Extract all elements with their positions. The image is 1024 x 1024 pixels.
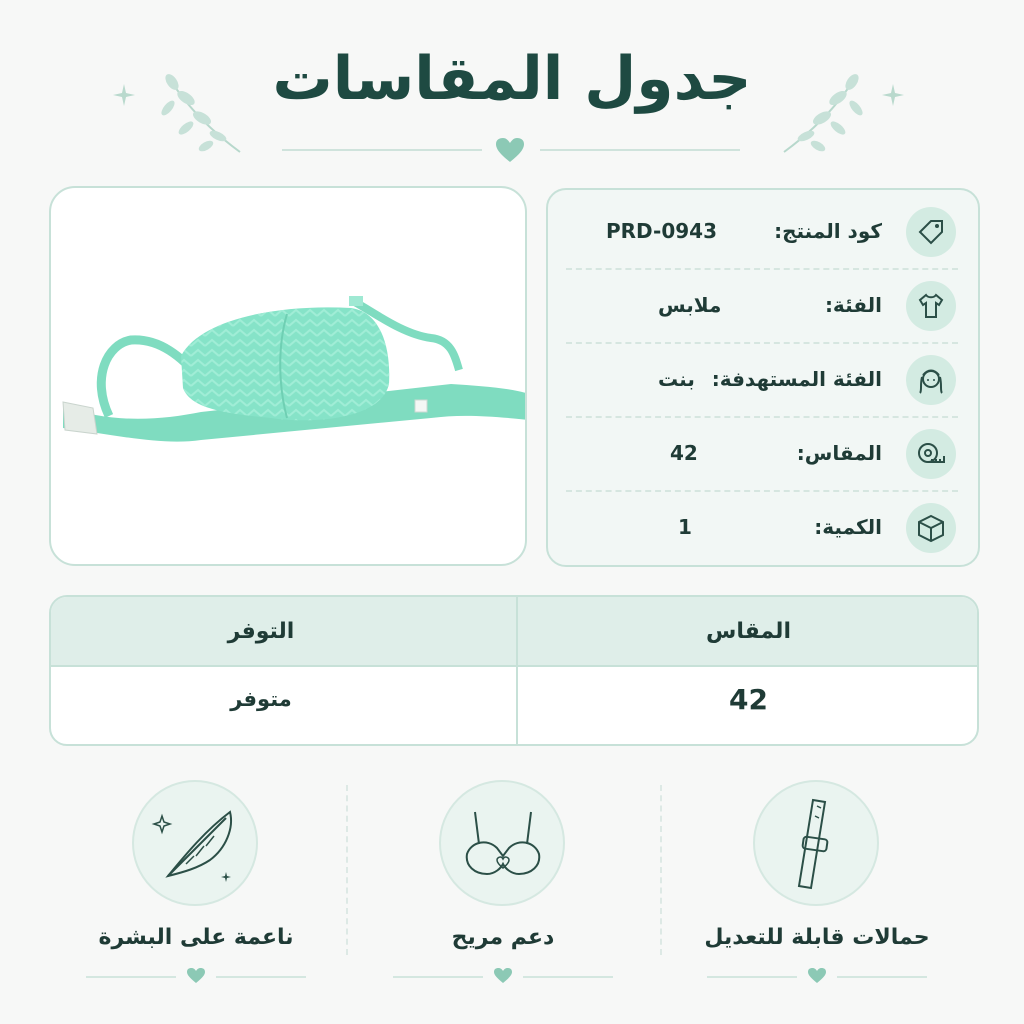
tshirt-icon xyxy=(906,281,956,331)
title-underline-right xyxy=(540,149,740,151)
info-row-product-code xyxy=(566,194,978,268)
info-value-category: ملابس xyxy=(658,293,722,317)
feature-comfortable-support xyxy=(353,780,653,1000)
info-label-size: المقاس: xyxy=(796,441,882,465)
feature-underline xyxy=(216,976,306,978)
measuring-tape-icon xyxy=(906,429,956,479)
product-info-panel xyxy=(546,188,980,567)
feature-label-straps: حمالات قابلة للتعديل xyxy=(704,925,930,950)
feature-divider xyxy=(346,785,348,955)
feature-label-support: دعم مريح xyxy=(451,925,555,950)
product-bra-image xyxy=(51,188,525,564)
strap-icon xyxy=(753,780,879,906)
box-icon xyxy=(906,503,956,553)
feature-soft-on-skin xyxy=(46,780,346,1000)
feature-underline xyxy=(707,976,797,978)
heart-icon xyxy=(494,968,512,984)
girl-icon xyxy=(906,355,956,405)
info-value-quantity: 1 xyxy=(678,515,692,539)
sparkle-icon xyxy=(113,84,135,106)
page-title: جدول المقاسات xyxy=(272,44,752,114)
tag-icon xyxy=(906,207,956,257)
info-label-product-code: كود المنتج: xyxy=(774,219,882,243)
info-value-size: 42 xyxy=(670,441,698,465)
info-row-quantity xyxy=(566,490,978,564)
heart-icon xyxy=(187,968,205,984)
table-header-size: المقاس xyxy=(705,619,791,644)
info-label-quantity: الكمية: xyxy=(814,515,882,539)
table-cell-availability: متوفر xyxy=(230,687,292,711)
feature-divider xyxy=(660,785,662,955)
feature-underline xyxy=(86,976,176,978)
table-header-availability: التوفر xyxy=(227,619,295,644)
info-label-category: الفئة: xyxy=(824,293,882,317)
size-availability-table xyxy=(49,595,979,746)
feather-icon xyxy=(132,780,258,906)
info-row-target-group xyxy=(566,342,978,416)
feature-underline xyxy=(837,976,927,978)
table-cell-size: 42 xyxy=(729,683,768,716)
bra-heart-icon xyxy=(439,780,565,906)
sparkle-icon xyxy=(882,84,904,106)
feature-label-soft: ناعمة على البشرة xyxy=(98,925,294,950)
left-leaf-branch-icon xyxy=(150,68,246,158)
info-row-size xyxy=(566,416,978,490)
feature-underline xyxy=(523,976,613,978)
heart-icon xyxy=(496,138,524,164)
info-value-target-group: بنت xyxy=(658,367,695,391)
feature-underline xyxy=(393,976,483,978)
info-value-product-code: PRD-0943 xyxy=(606,219,717,243)
product-image-panel xyxy=(49,186,527,566)
right-leaf-branch-icon xyxy=(778,68,874,158)
info-row-category xyxy=(566,268,978,342)
heart-icon xyxy=(808,968,826,984)
title-underline-left xyxy=(282,149,482,151)
info-label-target-group: الفئة المستهدفة: xyxy=(711,367,882,391)
feature-adjustable-straps xyxy=(667,780,967,1000)
